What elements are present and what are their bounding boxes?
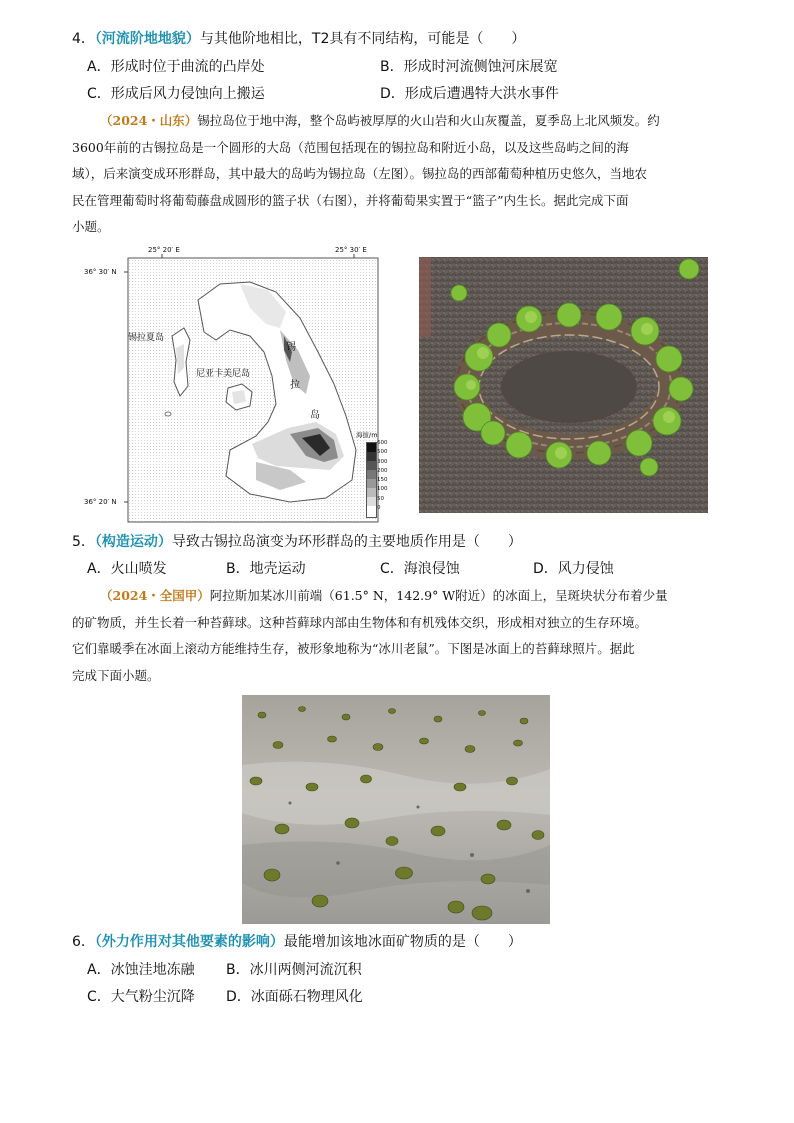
map-graphic bbox=[80, 244, 390, 526]
question-tag: （河流阶地地貌） bbox=[94, 31, 200, 47]
latitude-label: 36° 20′ N bbox=[84, 498, 117, 506]
question-tag: （构造运动） bbox=[94, 534, 172, 550]
option-d: D．冰面砾石物理风化 bbox=[226, 989, 363, 1005]
place-label-thira: 岛 bbox=[310, 410, 320, 421]
passage-santorini bbox=[72, 108, 722, 241]
passage-line: 的矿物质，并生长着一种苔藓球。这种苔藓球内部由生物体和有机残体交织，形成相对独立的生存环境。 bbox=[72, 614, 648, 630]
passage-line: 完成下面小题。 bbox=[72, 667, 160, 683]
source-tag: （2024・山东） bbox=[100, 113, 198, 128]
option-a: A．火山喷发 bbox=[87, 561, 167, 577]
passage-line: 3600年前的古锡拉岛是一个圆形的大岛（范围包括现在的锡拉岛和附近小岛，以及这些岛屿之间的海 bbox=[72, 139, 629, 155]
question-5-stem bbox=[72, 532, 522, 552]
question-tag: （外力作用对其他要素的影响） bbox=[94, 934, 284, 950]
question-text: 最能增加该地冰面矿物质的是（ ） bbox=[283, 934, 522, 950]
place-label-thira: 拉 bbox=[290, 380, 300, 391]
question-number: 5． bbox=[72, 534, 95, 550]
passage-line: 民在管理葡萄时将葡萄藤盘成圆形的篮子状（右图），并将葡萄果实置于“篮子”内生长。据此完成下面 bbox=[72, 192, 629, 208]
santorini-map bbox=[80, 244, 390, 526]
grapevine-basket-photo bbox=[419, 257, 708, 513]
legend-tick: 600 bbox=[377, 440, 388, 446]
question-number: 6． bbox=[72, 934, 95, 950]
legend-tick: 300 bbox=[377, 458, 388, 465]
question-4-stem bbox=[72, 29, 525, 49]
place-label-thira: 锡 bbox=[286, 342, 296, 353]
option-d: D．风力侵蚀 bbox=[533, 561, 614, 577]
glacier-mouse-photo bbox=[242, 695, 550, 924]
legend-ticks bbox=[377, 439, 388, 513]
passage-line: 阿拉斯加某冰川前端（61.5° N，142.9° W附近）的冰面上，呈斑块状分布着少量 bbox=[209, 588, 668, 603]
passage-line: 小题。 bbox=[72, 219, 110, 234]
legend-tick: 0 bbox=[377, 505, 381, 512]
latitude-label: 36° 30′ N bbox=[84, 268, 117, 276]
longitude-label: 25° 30′ E bbox=[335, 246, 367, 254]
longitude-label: 25° 20′ E bbox=[148, 246, 180, 254]
option-d: D．形成后遭遇特大洪水事件 bbox=[380, 86, 559, 102]
legend-tick: 50 bbox=[377, 495, 384, 502]
option-b: B．冰川两侧河流沉积 bbox=[226, 962, 362, 978]
legend-tick: 100 bbox=[377, 486, 388, 493]
option-a: A．形成时位于曲流的凸岸处 bbox=[87, 59, 265, 75]
question-text: 与其他阶地相比，T2具有不同结构，可能是（ ） bbox=[199, 31, 526, 47]
passage-glacier bbox=[72, 583, 722, 689]
place-label-nea-kameni: 尼亚卡美尼岛 bbox=[196, 369, 251, 379]
option-b: B．形成时河流侧蚀河床展宽 bbox=[380, 59, 558, 75]
option-b: B．地壳运动 bbox=[226, 561, 306, 577]
legend-tick: 200 bbox=[377, 467, 388, 474]
elevation-legend bbox=[366, 442, 377, 518]
question-text: 导致古锡拉岛演变为环形群岛的主要地质作用是（ ） bbox=[171, 534, 522, 550]
option-c: C．大气粉尘沉降 bbox=[87, 989, 195, 1005]
source-tag: （2024・全国甲） bbox=[100, 588, 210, 603]
question-6-stem bbox=[72, 932, 522, 952]
legend-tick: 500 bbox=[377, 449, 388, 456]
option-a: A．冰蚀洼地冻融 bbox=[87, 962, 195, 978]
legend-title: 海拔/m bbox=[356, 431, 378, 439]
passage-line: 域），后来演变成环形群岛，其中最大的岛屿为锡拉岛（左图）。锡拉岛的西部葡萄种植历史悠久，当地农 bbox=[72, 166, 648, 181]
question-number: 4． bbox=[72, 31, 95, 47]
place-label-thirasia: 锡拉夏岛 bbox=[128, 333, 165, 343]
legend-tick: 150 bbox=[377, 477, 388, 484]
passage-line: 它们靠暖季在冰面上滚动方能维持生存，被形象地称为“冰川老鼠”。下图是冰面上的苔藓球照片。据此 bbox=[72, 641, 635, 656]
option-c: C．海浪侵蚀 bbox=[380, 561, 460, 577]
passage-line: 锡拉岛位于地中海，整个岛屿被厚厚的火山岩和火山灰覆盖，夏季岛上北风频发。约 bbox=[197, 113, 660, 128]
option-c: C．形成后风力侵蚀向上搬运 bbox=[87, 86, 265, 102]
